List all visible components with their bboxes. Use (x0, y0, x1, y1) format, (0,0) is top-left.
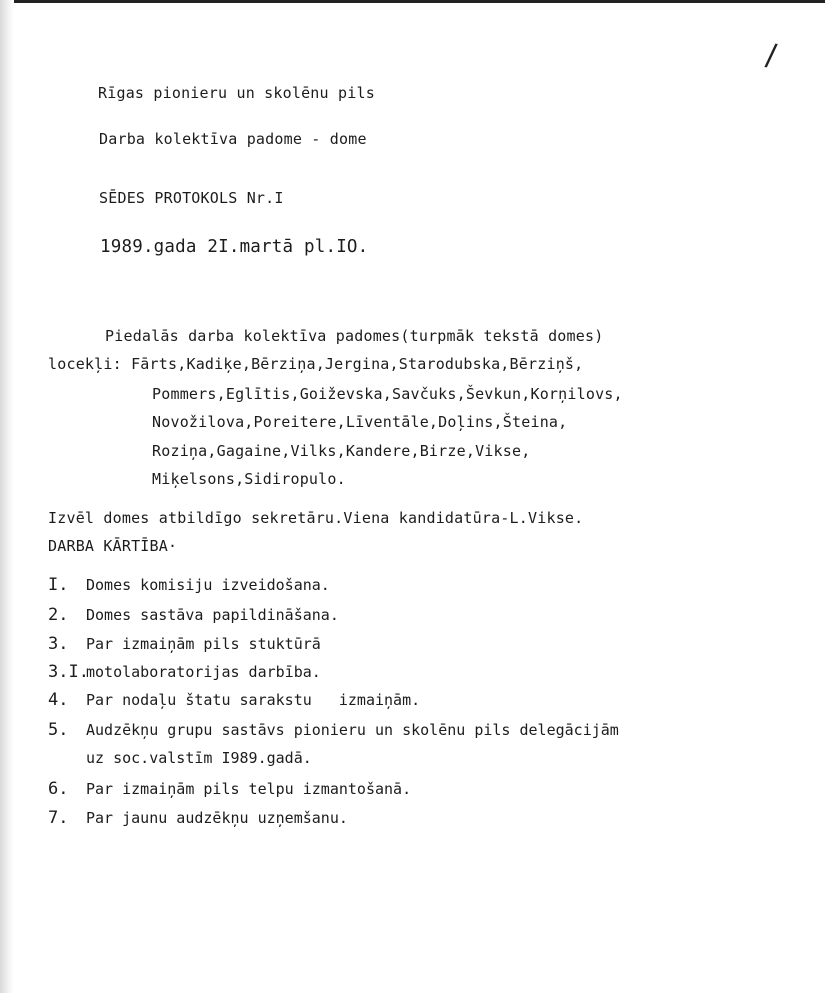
page-left-shadow (0, 0, 14, 993)
attendance-intro: Piedalās darba kolektīva padomes(turpmāk tekstā domes) (105, 327, 604, 345)
agenda-heading: DARBA KĀRTĪBA· (48, 537, 178, 555)
agenda-item-text: Par izmaiņām pils stuktūrā (86, 635, 321, 653)
document-title: SĒDES PROTOKOLS Nr.I (99, 189, 284, 207)
agenda-item-number: 3. (48, 634, 69, 654)
institution-name: Rīgas pionieru un skolēnu pils (98, 84, 375, 102)
attendance-line: locekļi: Fārts,Kadiķe,Bērziņa,Jergina,Starodubska,Bērziņš, (48, 355, 584, 373)
attendance-line: Novožilova,Poreitere,Līventāle,Doļins,Šteina, (152, 413, 568, 431)
agenda-item-number: 7. (48, 808, 69, 828)
agenda-item (48, 634, 321, 654)
agenda-item-number: 4. (48, 690, 69, 710)
agenda-item-text: Audzēkņu grupu sastāvs pionieru un skolēnu pils delegācijām (86, 721, 619, 739)
agenda-item-number: 5. (48, 720, 69, 740)
agenda-item-number: 6. (48, 779, 69, 799)
attendance-line: Pommers,Eglītis,Goiževska,Savčuks,Ševkun,Korņilovs, (152, 385, 623, 403)
agenda-item-text: Domes sastāva papildināšana. (86, 606, 339, 624)
agenda-item-text: Par izmaiņām pils telpu izmantošanā. (86, 780, 412, 798)
agenda-item-text: Par nodaļu štatu sarakstu izmaiņām. (86, 691, 421, 709)
agenda-item-number: 2. (48, 605, 69, 625)
agenda-item (48, 808, 348, 828)
agenda-item-text: Par jaunu audzēkņu uzņemšanu. (86, 809, 348, 827)
secretary-election: Izvēl domes atbildīgo sekretāru.Viena kandidatūra-L.Vikse. (48, 509, 584, 527)
agenda-item (48, 605, 339, 625)
agenda-item-text: uz soc.valstīm I989.gadā. (86, 749, 312, 767)
agenda-item-number: I. (48, 575, 69, 595)
agenda-item (48, 720, 619, 740)
page-top-edge (0, 0, 825, 3)
agenda-item (48, 575, 330, 595)
agenda-item-text: motolaboratorijas darbība. (86, 663, 321, 681)
meeting-date: 1989.gada 2I.martā pl.IO. (100, 237, 369, 257)
attendance-line: Roziņa,Gagaine,Vilks,Kandere,Birze,Vikse, (152, 442, 531, 460)
agenda-item-continuation (48, 749, 312, 767)
agenda-item (48, 690, 420, 710)
agenda-item-number: 3.I. (48, 662, 89, 682)
council-name: Darba kolektīva padome - dome (99, 130, 367, 148)
agenda-item (48, 662, 321, 682)
handwritten-page-mark: / (763, 37, 779, 74)
agenda-item-text: Domes komisiju izveidošana. (86, 576, 330, 594)
attendance-line: Miķelsons,Sidiropulo. (152, 470, 346, 488)
agenda-item (48, 779, 411, 799)
